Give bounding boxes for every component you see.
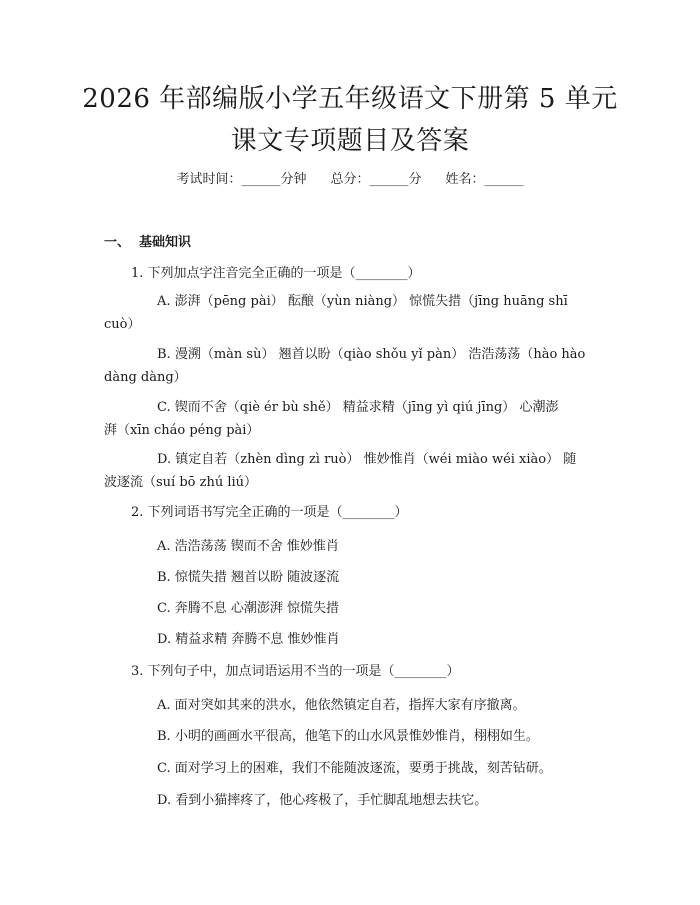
question-2-option-d: D. 精益求精 奔腾不息 惟妙惟肖 — [157, 632, 340, 647]
question-1-option-c — [104, 396, 596, 442]
page-title-line-1: 2026 年部编版小学五年级语文下册第 5 单元 — [82, 84, 618, 114]
question-3-option-b: B. 小明的画画水平很高，他笔下的山水风景惟妙惟肖，栩栩如生。 — [157, 729, 539, 744]
section-heading: 一、 基础知识 — [104, 235, 192, 250]
question-2-option-c: C. 奔腾不息 心潮澎湃 惊慌失措 — [157, 601, 340, 616]
option-line: B. 漫溯（màn sù） 翘首以盼（qiào shǒu yǐ pàn） 浩浩荡荡（hào hào — [157, 347, 586, 362]
option-line-continued: 湃（xīn cháo péng pài） — [104, 423, 260, 438]
question-1-option-b — [104, 343, 596, 389]
question-3-option-a: A. 面对突如其来的洪水，他依然镇定自若，指挥大家有序撤离。 — [157, 698, 526, 713]
option-line: D. 镇定自若（zhèn dìng zì ruò） 惟妙惟肖（wéi miào wéi xiào） 随 — [157, 452, 577, 467]
question-3-option-d: D. 看到小猫摔疼了，他心疼极了，手忙脚乱地想去扶它。 — [157, 793, 488, 808]
question-2-option-b: B. 惊慌失措 翘首以盼 随波逐流 — [157, 570, 340, 585]
option-line: C. 锲而不舍（qiè ér bù shě） 精益求精（jīng yì qiú jīng） 心潮澎 — [157, 400, 559, 415]
total-score-field: 总分：______分 — [330, 172, 422, 187]
question-1-stem: 1. 下列加点字注音完全正确的一项是（________） — [131, 266, 421, 281]
question-2-stem: 2. 下列词语书写完全正确的一项是（________） — [131, 505, 408, 520]
option-line-continued: dàng dàng） — [104, 370, 187, 385]
question-1-option-d — [104, 448, 596, 494]
option-line: A. 澎湃（pēng pài） 酝酿（yùn niàng） 惊慌失措（jīng huāng shī — [157, 294, 568, 309]
exam-meta — [0, 168, 700, 187]
question-1-option-a — [104, 290, 596, 336]
name-field: 姓名：______ — [445, 172, 524, 187]
page-title-line-2: 课文专项题目及答案 — [230, 126, 470, 156]
question-2-option-a: A. 浩浩荡荡 锲而不舍 惟妙惟肖 — [157, 539, 339, 554]
option-line-continued: cuò） — [104, 317, 141, 332]
option-line-continued: 波逐流（suí bō zhú liú） — [104, 475, 258, 490]
question-3-option-c: C. 面对学习上的困难，我们不能随波逐流，要勇于挑战，刻苦钻研。 — [157, 761, 552, 776]
exam-time-field: 考试时间：______分钟 — [176, 172, 307, 187]
question-3-stem: 3. 下列句子中，加点词语运用不当的一项是（________） — [131, 664, 460, 679]
